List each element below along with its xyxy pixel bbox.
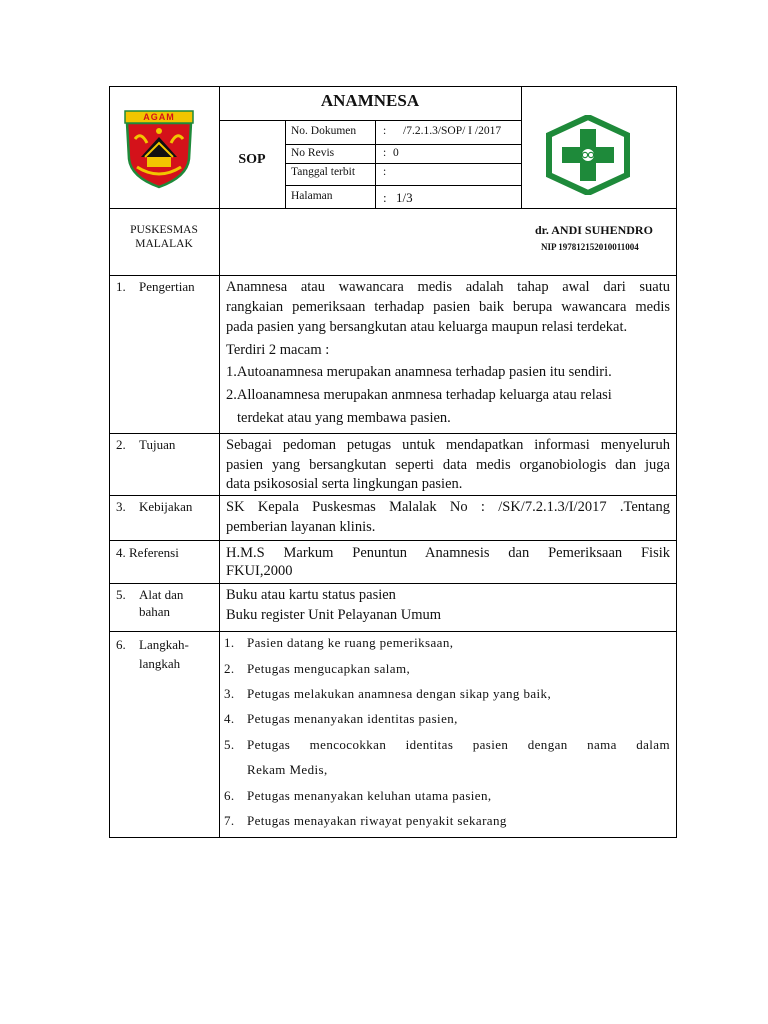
meta-sep: : (383, 190, 387, 205)
referensi-line: FKUI,2000 (226, 563, 293, 579)
document-title: ANAMNESA (320, 91, 420, 110)
step-number: 6. (224, 788, 235, 803)
meta-value-rev: 0 (393, 147, 399, 159)
pengertian-line: 1.Autoanamnesa merupakan anamnesa terhadap pasien itu sendiri. (226, 364, 612, 380)
section-label-langkah-2: langkah (139, 656, 181, 671)
step-text: Rekam Medis, (247, 762, 328, 777)
meta-sep: : (383, 166, 387, 178)
tujuan-line: data psikososial serta lingkungan pasien. (226, 476, 463, 492)
puskesmas-logo (545, 115, 631, 195)
step-text: Petugas melakukan anamnesa dengan sikap yang baik, (247, 686, 552, 701)
tujuan-line: Sebagai pedoman petugas untuk mendapatkan informasi menyeluruh (226, 437, 670, 453)
section-number: 6. (116, 637, 126, 652)
kebijakan-line: SK Kepala Puskesmas Malalak No : /SK/7.2.1.3/I/2017 .Tentang (226, 499, 670, 515)
step-text: Petugas menanyakan identitas pasien, (247, 711, 458, 726)
rule (285, 163, 521, 164)
meta-label-doc: No. Dokumen (291, 125, 357, 137)
meta-value-page: 1/3 (396, 190, 413, 205)
step-number: 1. (224, 635, 235, 650)
rule (285, 144, 521, 145)
referensi-line: H.M.S Markum Penuntun Anamnesis dan Pemeriksaan Fisik (226, 545, 670, 561)
meta-label-rev: No Revis (291, 147, 335, 159)
step-number: 5. (224, 737, 235, 752)
step-text: Petugas menayakan riwayat penyakit sekarang (247, 813, 507, 828)
meta-label-page: Halaman (291, 190, 333, 202)
step-number: 7. (224, 813, 235, 828)
agam-logo-text: AGAM (143, 112, 175, 122)
section-label-referensi: 4. Referensi (116, 545, 179, 560)
head-name: dr. ANDI SUHENDRO (535, 223, 653, 237)
pengertian-line: 2.Alloanamnesa merupakan anmnesa terhadap keluarga atau relasi (226, 387, 612, 403)
org-name-line1: PUSKESMAS (130, 224, 198, 236)
alat-line: Buku register Unit Pelayanan Umum (226, 607, 442, 623)
agam-logo (121, 109, 197, 189)
step-number: 4. (224, 711, 235, 726)
step-text: Petugas mengucapkan salam, (247, 661, 411, 676)
alat-line: Buku atau kartu status pasien (226, 587, 396, 603)
rule (521, 86, 522, 208)
section-label-alat: Alat dan (139, 587, 184, 602)
kebijakan-line: pemberian layanan klinis. (226, 519, 376, 535)
section-number: 3. (116, 499, 126, 514)
rule (109, 433, 677, 434)
rule (219, 86, 220, 838)
meta-sep: : (383, 125, 387, 137)
step-number: 3. (224, 686, 235, 701)
meta-label-date: Tanggal terbit (291, 166, 356, 178)
health-cross-icon (545, 115, 631, 195)
section-label-langkah: Langkah- (139, 637, 189, 652)
pengertian-line: rangkaian pemeriksaan terhadap pasien baik berupa wawancara medis (226, 299, 670, 315)
rule (219, 120, 521, 121)
pengertian-line: Anamnesa atau wawancara medis adalah tahap awal dari suatu (226, 279, 670, 295)
rule (375, 120, 376, 208)
rule (109, 540, 677, 541)
pengertian-line: pada pasien yang bersangkutan atau keluarga maupun relasi terdekat. (226, 319, 628, 335)
meta-sep: : (383, 147, 387, 159)
step-text: Pasien datang ke ruang pemeriksaan, (247, 635, 454, 650)
section-label-kebijakan: Kebijakan (139, 499, 193, 514)
rule (285, 120, 286, 208)
section-number: 1. (116, 279, 126, 294)
step-text: Petugas menanyakan keluhan utama pasien, (247, 788, 492, 803)
section-number: 5. (116, 587, 126, 602)
rule (109, 495, 677, 496)
rule (109, 583, 677, 584)
head-nip: NIP 197812152010011004 (541, 242, 639, 252)
rule (109, 631, 677, 632)
rule (109, 275, 677, 276)
sop-label: SOP (238, 152, 266, 167)
step-text: Petugas mencocokkan identitas pasien dengan nama dalam (247, 737, 670, 752)
pengertian-line: terdekat atau yang membawa pasien. (237, 410, 451, 426)
section-label-alat-2: bahan (139, 604, 171, 619)
rule (285, 185, 521, 186)
pengertian-line: Terdiri 2 macam : (226, 342, 330, 358)
tujuan-line: pasien yang bersangkutan seperti data medis organobiologis dan juga (226, 457, 670, 473)
section-label-pengertian: Pengertian (139, 279, 195, 294)
org-name-line2: MALALAK (135, 238, 193, 250)
section-label-tujuan: Tujuan (139, 437, 176, 452)
rule (109, 208, 677, 209)
meta-value-doc: /7.2.1.3/SOP/ I /2017 (403, 125, 502, 137)
step-number: 2. (224, 661, 235, 676)
section-number: 2. (116, 437, 126, 452)
